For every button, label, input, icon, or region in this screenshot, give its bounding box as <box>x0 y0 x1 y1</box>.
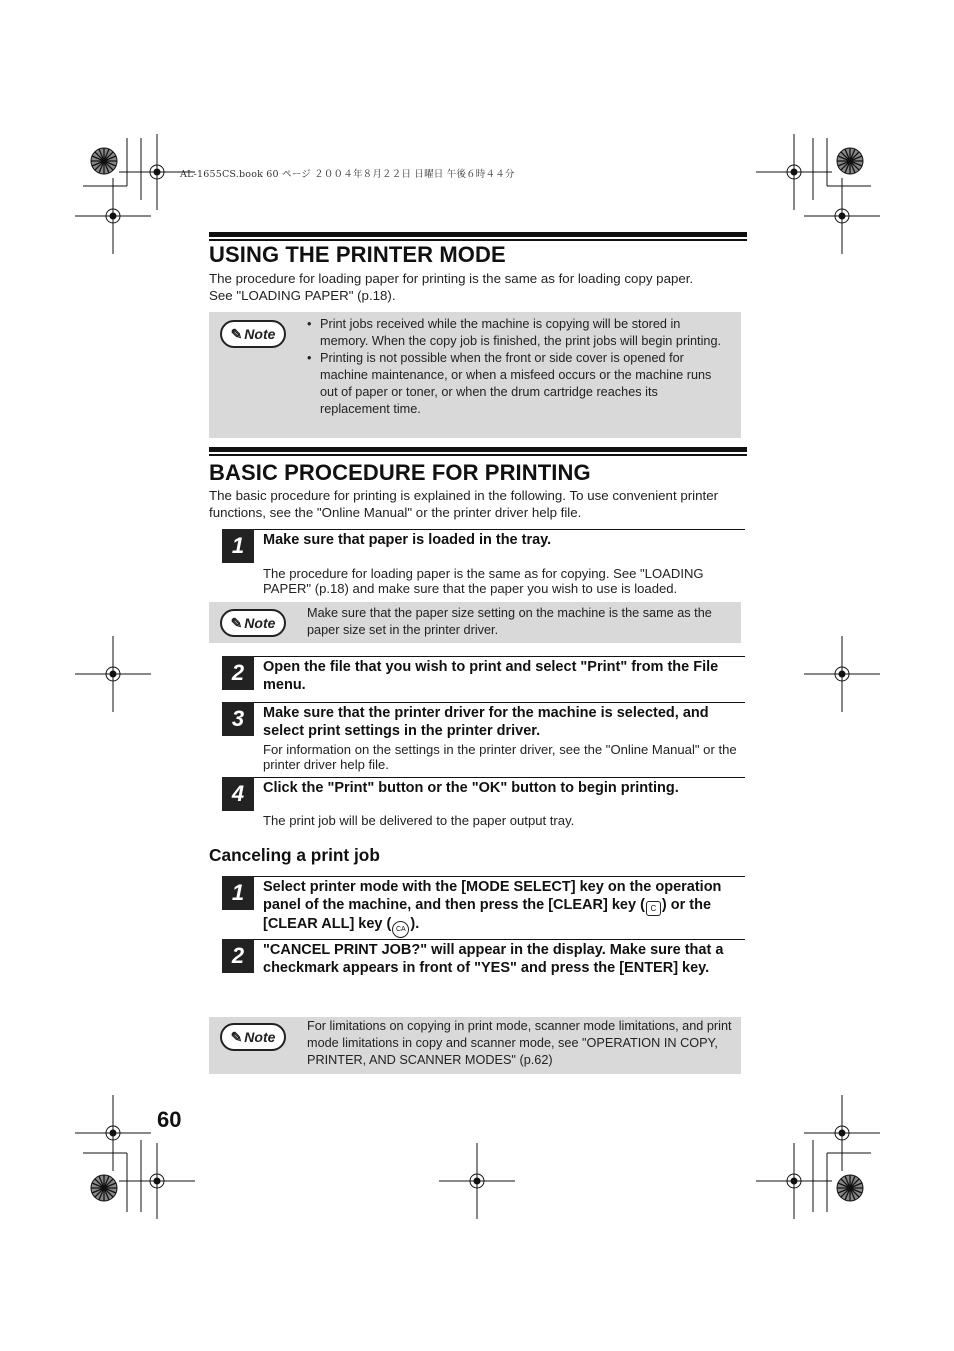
note-box-2 <box>209 602 741 643</box>
section-rule-thick <box>209 447 747 452</box>
step-title: Make sure that paper is loaded in the tray. <box>263 532 552 548</box>
step-4 <box>222 777 745 832</box>
section-rule-thin <box>209 454 747 456</box>
step-1 <box>222 529 745 599</box>
clear-key-icon: C <box>646 901 661 916</box>
note-box-1 <box>209 312 741 438</box>
step-rule <box>254 702 745 703</box>
note-text-1 <box>307 316 727 418</box>
step-title: Select printer mode with the [MODE SELECT] key on the operation panel of the machine, and then press the [CLEAR] key ( C ) or the [CLEAR ALL] key ( CA ). <box>263 879 745 938</box>
note-bullet: • Printing is not possible when the front or side cover is opened for machine maintenance, or when a misfeed occurs or the machine runs out of paper or toner, or when the drum cartridge reaches its replacement time. <box>307 350 727 418</box>
note-badge: ✎ Note <box>220 609 286 637</box>
step-desc: For information on the settings in the printer driver, see the "Online Manual" or the printer driver help file. <box>263 742 737 772</box>
step-number: 4 <box>222 777 254 811</box>
step-number: 2 <box>222 656 254 690</box>
pencil-icon: ✎ <box>230 614 243 631</box>
subsection-title: Canceling a print job <box>209 845 380 865</box>
step-number: 3 <box>222 702 254 736</box>
note-bullet: • Print jobs received while the machine is copying will be stored in memory. When the copy job is finished, the print jobs will begin printing. <box>307 316 727 350</box>
step-rule <box>254 876 745 877</box>
section-rule-thick <box>209 232 747 237</box>
intro-line-1: The procedure for loading paper for printing is the same as for loading copy paper. <box>209 271 694 286</box>
print-header-line: AL-1655CS.book 60 ページ ２００４年８月２２日 日曜日 午後６時４４分 <box>180 169 515 180</box>
step-desc: The print job will be delivered to the paper output tray. <box>263 813 575 828</box>
page-number: 60 <box>157 1107 182 1132</box>
pencil-icon: ✎ <box>230 1028 243 1045</box>
step-title: Make sure that the printer driver for the machine is selected, and select print settings in the printer driver. <box>263 705 709 739</box>
step-title: Click the "Print" button or the "OK" button to begin printing. <box>263 780 679 796</box>
section-intro <box>209 270 749 304</box>
section-rule-thin <box>209 239 747 241</box>
step-2 <box>222 656 745 696</box>
pencil-icon: ✎ <box>230 325 243 342</box>
step-number: 1 <box>222 529 254 563</box>
step-title: "CANCEL PRINT JOB?" will appear in the display. Make sure that a checkmark appears in front of "YES" and press the [ENTER] key. <box>263 942 724 976</box>
step-number: 1 <box>222 876 254 910</box>
step-title: Open the file that you wish to print and select "Print" from the File menu. <box>263 659 719 693</box>
note-text-3: For limitations on copying in print mode, scanner mode limitations, and print mode limitations in copy and scanner mode, see "OPERATION IN COPY, PRINTER, AND SCANNER MODES" (p.62) <box>307 1019 732 1067</box>
step-rule <box>254 777 745 778</box>
note-badge: ✎ Note <box>220 320 286 348</box>
section2-intro: The basic procedure for printing is explained in the following. To use convenient printer functions, see the "Online Manual" or the printer driver help file. <box>209 488 719 520</box>
note-box-3 <box>209 1017 741 1074</box>
step-rule <box>254 939 745 940</box>
cancel-step-1 <box>222 876 745 934</box>
cancel-step-2 <box>222 939 745 999</box>
intro-line-2: See "LOADING PAPER" (p.18). <box>209 288 396 303</box>
section-title-printer-mode: USING THE PRINTER MODE <box>209 242 506 267</box>
step-rule <box>254 656 745 657</box>
section-title-basic-procedure: BASIC PROCEDURE FOR PRINTING <box>209 460 591 485</box>
note-badge: ✎ Note <box>220 1023 286 1051</box>
step-rule <box>254 529 745 530</box>
step-desc: The procedure for loading paper is the same as for copying. See "LOADING PAPER" (p.18) and make sure that the paper you wish to use is loaded. <box>263 566 704 596</box>
step-number: 2 <box>222 939 254 973</box>
step-3 <box>222 702 745 774</box>
note-text-2: Make sure that the paper size setting on the machine is the same as the paper size set in the printer driver. <box>307 606 712 637</box>
clear-all-key-icon: CA <box>392 921 409 938</box>
